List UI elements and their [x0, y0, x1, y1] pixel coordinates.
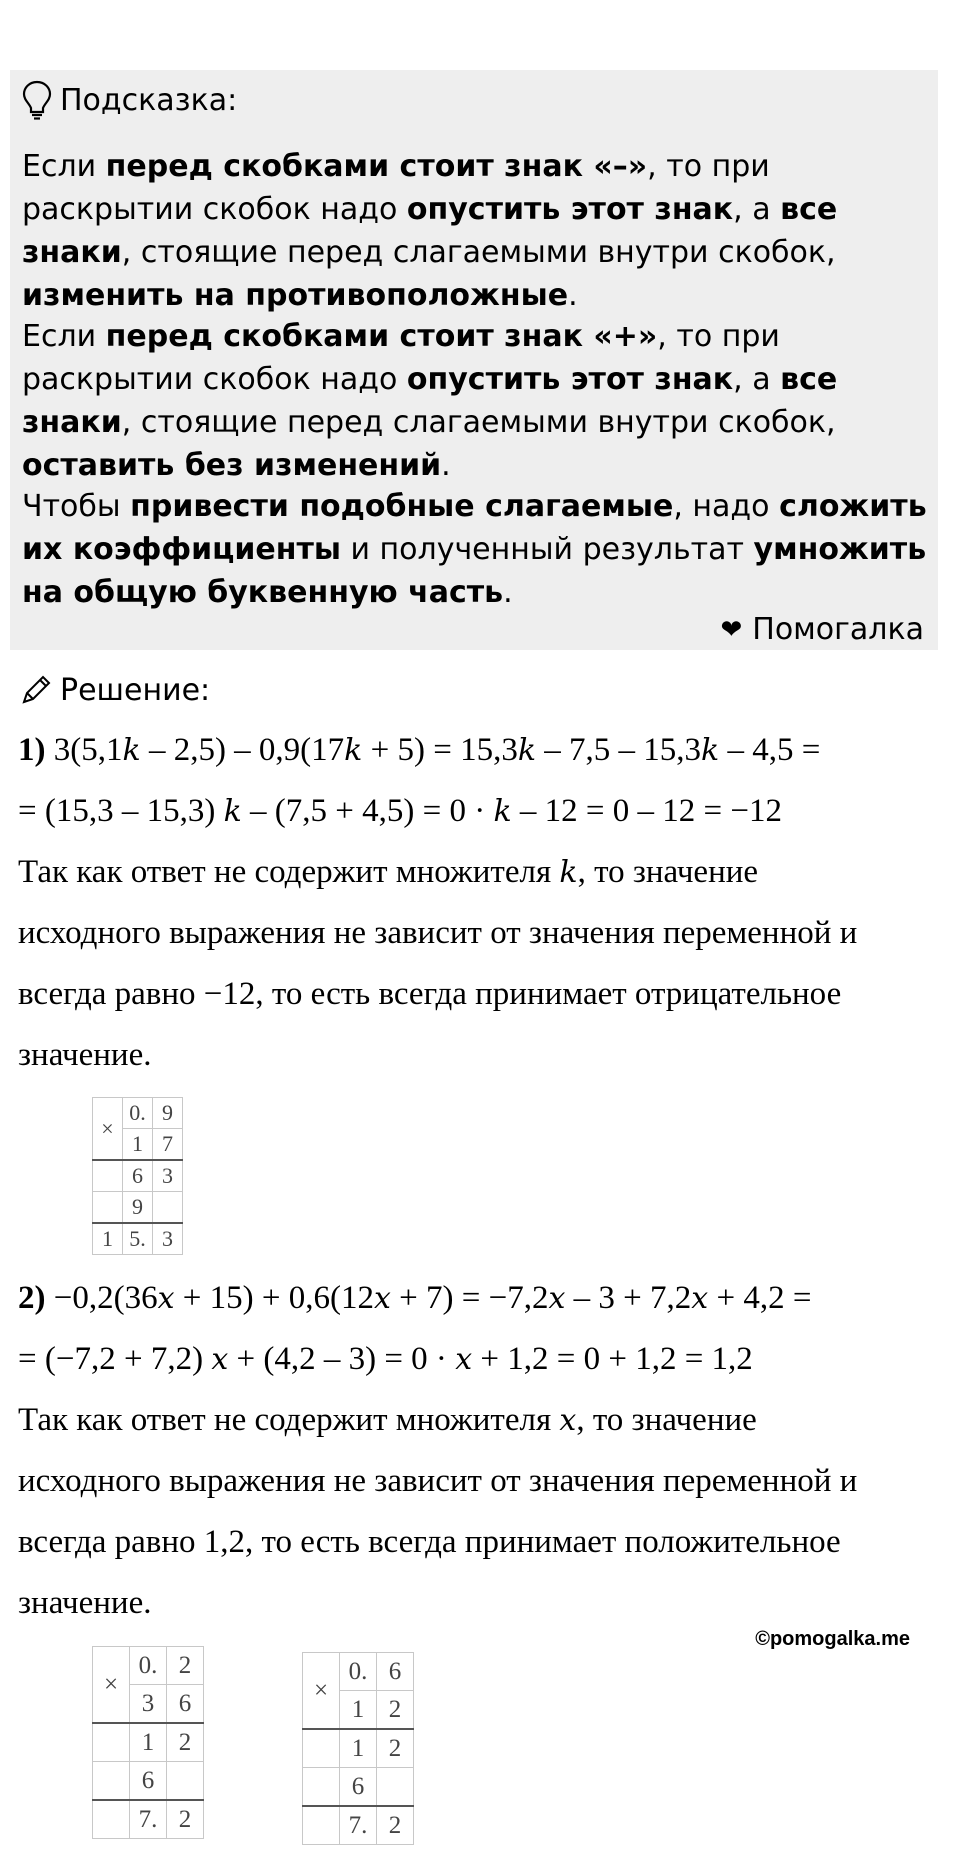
calc-cell [303, 1768, 340, 1807]
calc-cell: 6 [340, 1768, 377, 1807]
hint-run: , то при раскрытии скобок надо [22, 319, 780, 397]
part1-line1: 1) 3(5,1k – 2,5) – 0,9(17k + 5) = 15,3k – 7,5 – 15,3k – 4,5 = [18, 732, 821, 768]
part1-text-4: значение. [18, 1037, 152, 1073]
lightbulb-icon [22, 80, 52, 120]
calc-cell: 5. [123, 1223, 153, 1255]
hint-box [10, 70, 938, 650]
part1-text-2: исходного выражения не зависит от значения переменной и [18, 915, 858, 951]
hint-run: изменить на противоположные [22, 278, 569, 313]
calc-cell: × [303, 1653, 340, 1730]
calc-cell [303, 1806, 340, 1845]
calc-cell: × [93, 1647, 130, 1724]
hint-run: все знаки [22, 362, 838, 440]
column-multiplication-1 [92, 1097, 183, 1255]
calc-cell [303, 1729, 340, 1768]
calc-cell: 7. [130, 1800, 167, 1839]
hint-run: . [441, 448, 451, 483]
calc-row [93, 1647, 204, 1685]
solution-part-2 [18, 1268, 938, 1634]
part2-line1: 2) −0,2(36x + 15) + 0,6(12x + 7) = −7,2x – 3 + 7,2x + 4,2 = [18, 1280, 812, 1316]
calc-row [303, 1806, 414, 1845]
column-multiplication-2b [302, 1652, 414, 1845]
part1-text-1: Так как ответ не содержит множителя k, то значение [18, 854, 759, 890]
calc-row [303, 1729, 414, 1768]
part2-text-4: значение. [18, 1585, 152, 1621]
hint-run: и полученный результат [340, 532, 754, 567]
hint-run: , надо [673, 489, 780, 524]
calc-cell: 7 [153, 1129, 183, 1161]
calc-cell [153, 1192, 183, 1224]
calc-cell: 0. [340, 1653, 377, 1691]
hint-run: все знаки [22, 192, 838, 270]
hint-signature [720, 610, 924, 650]
hint-run: , а [733, 192, 781, 227]
calc-cell: 1 [340, 1729, 377, 1768]
hint-run: , стоящие перед слагаемыми внутри скобок, [121, 405, 836, 440]
calc-cell: 1 [93, 1223, 123, 1255]
hint-run: Если [22, 319, 106, 354]
calc-cell [93, 1723, 130, 1762]
calc-cell [93, 1192, 123, 1224]
calc-cell: 2 [167, 1723, 204, 1762]
calc-cell: 2 [377, 1806, 414, 1845]
calc-cell: 2 [377, 1729, 414, 1768]
calc-cell: 3 [130, 1685, 167, 1724]
signature-text: Помогалка [752, 612, 924, 647]
calc-cell: 1 [340, 1691, 377, 1730]
hint-run: перед скобками стоит знак «+» [105, 319, 658, 354]
hint-paragraph-like-terms [22, 485, 927, 614]
calc-row [93, 1762, 204, 1801]
hint-run: опустить этот знак [406, 192, 734, 227]
calc-cell [93, 1160, 123, 1192]
calc-cell: 2 [167, 1800, 204, 1839]
calc-cell: 6 [130, 1762, 167, 1801]
hint-run: . [503, 575, 513, 610]
calc-row [93, 1098, 183, 1129]
calc-cell [377, 1768, 414, 1807]
pencil-icon [18, 672, 54, 708]
part2-text-1: Так как ответ не содержит множителя x, то значение [18, 1402, 757, 1438]
hint-title: Подсказка: [60, 82, 238, 118]
hint-run: сложить их коэффициенты [22, 489, 927, 567]
calc-cell: × [93, 1098, 123, 1161]
calc-row [93, 1223, 183, 1255]
calc-cell [167, 1762, 204, 1801]
hint-run: , а [733, 362, 781, 397]
part1-line2: = (15,3 – 15,3) k – (7,5 + 4,5) = 0 · k – 12 = 0 – 12 = −12 [18, 793, 783, 829]
hint-run: опустить этот знак [406, 362, 734, 397]
part2-line2: = (−7,2 + 7,2) x + (4,2 – 3) = 0 · x + 1,2 = 0 + 1,2 = 1,2 [18, 1341, 753, 1377]
calc-cell: 7. [340, 1806, 377, 1845]
calc-cell: 9 [123, 1192, 153, 1224]
calc-cell [93, 1762, 130, 1801]
hint-run: умножить на общую буквенную часть [22, 532, 927, 610]
hint-run: , стоящие перед слагаемыми внутри скобок, [121, 235, 836, 270]
calc-row [303, 1653, 414, 1691]
calc-row [93, 1723, 204, 1762]
calc-cell: 2 [167, 1647, 204, 1685]
calc-cell: 0. [123, 1098, 153, 1129]
hint-run: оставить без изменений [22, 448, 442, 483]
hint-run: привести подобные слагаемые [130, 489, 674, 524]
calc-cell: 6 [167, 1685, 204, 1724]
watermark: ©pomogalka.me [755, 1628, 910, 1650]
part1-text-3: всегда равно −12, то есть всегда принимает отрицательное [18, 976, 842, 1012]
calc-cell [93, 1800, 130, 1839]
heart-icon: ❤ [720, 615, 743, 645]
calc-cell: 6 [377, 1653, 414, 1691]
calc-cell: 9 [153, 1098, 183, 1129]
solution-header [18, 668, 210, 712]
solution-title: Решение: [60, 672, 211, 708]
solution-part-1 [18, 720, 938, 1086]
calc-cell: 0. [130, 1647, 167, 1685]
hint-header [22, 78, 237, 122]
hint-run: . [568, 278, 578, 313]
calc-row [93, 1192, 183, 1224]
hint-paragraph-minus [22, 145, 927, 317]
calc-cell: 3 [153, 1223, 183, 1255]
part2-text-3: всегда равно 1,2, то есть всегда принимает положительное [18, 1524, 841, 1560]
calc-row [303, 1768, 414, 1807]
calc-cell: 1 [130, 1723, 167, 1762]
part2-text-2: исходного выражения не зависит от значения переменной и [18, 1463, 858, 1499]
calc-cell: 1 [123, 1129, 153, 1161]
hint-paragraph-plus [22, 315, 927, 487]
hint-run: Чтобы [22, 489, 131, 524]
calc-cell: 6 [123, 1160, 153, 1192]
calc-cell: 2 [377, 1691, 414, 1730]
calc-row [93, 1160, 183, 1192]
hint-run: , то при раскрытии скобок надо [22, 149, 770, 227]
calc-row [93, 1800, 204, 1839]
column-multiplication-2a [92, 1646, 204, 1839]
hint-run: Если [22, 149, 106, 184]
calc-cell: 3 [153, 1160, 183, 1192]
hint-run: перед скобками стоит знак «–» [105, 149, 648, 184]
